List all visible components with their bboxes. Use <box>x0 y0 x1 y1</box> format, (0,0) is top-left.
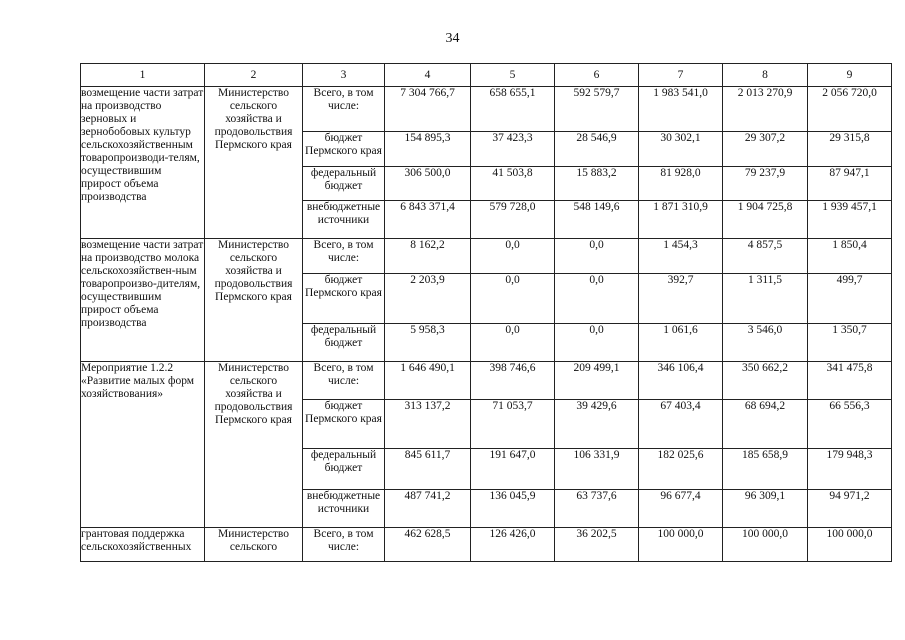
funding-source: внебюджетные источники <box>303 201 385 239</box>
value-cell: 0,0 <box>471 239 555 274</box>
col-header-3: 3 <box>303 64 385 87</box>
executor: Министерство сельского <box>205 528 303 562</box>
value-cell: 36 202,5 <box>555 528 639 562</box>
value-cell: 96 677,4 <box>639 490 723 528</box>
value-cell: 4 857,5 <box>723 239 808 274</box>
value-cell: 398 746,6 <box>471 362 555 400</box>
value-cell: 67 403,4 <box>639 400 723 449</box>
value-cell: 1 646 490,1 <box>385 362 471 400</box>
funding-source: Всего, в том числе: <box>303 528 385 562</box>
value-cell: 487 741,2 <box>385 490 471 528</box>
value-cell: 94 971,2 <box>808 490 892 528</box>
funding-source: бюджет Пермского края <box>303 400 385 449</box>
value-cell: 39 429,6 <box>555 400 639 449</box>
funding-source: Всего, в том числе: <box>303 362 385 400</box>
value-cell: 346 106,4 <box>639 362 723 400</box>
value-cell: 7 304 766,7 <box>385 87 471 132</box>
funding-source: бюджет Пермского края <box>303 274 385 324</box>
col-header-6: 6 <box>555 64 639 87</box>
value-cell: 658 655,1 <box>471 87 555 132</box>
value-cell: 1 061,6 <box>639 324 723 362</box>
col-header-2: 2 <box>205 64 303 87</box>
value-cell: 30 302,1 <box>639 132 723 167</box>
value-cell: 71 053,7 <box>471 400 555 449</box>
value-cell: 100 000,0 <box>808 528 892 562</box>
value-cell: 845 611,7 <box>385 449 471 490</box>
value-cell: 28 546,9 <box>555 132 639 167</box>
value-cell: 191 647,0 <box>471 449 555 490</box>
value-cell: 81 928,0 <box>639 167 723 201</box>
value-cell: 6 843 371,4 <box>385 201 471 239</box>
value-cell: 209 499,1 <box>555 362 639 400</box>
value-cell: 79 237,9 <box>723 167 808 201</box>
value-cell: 185 658,9 <box>723 449 808 490</box>
funding-source: внебюджетные источники <box>303 490 385 528</box>
value-cell: 0,0 <box>555 274 639 324</box>
col-header-5: 5 <box>471 64 555 87</box>
value-cell: 1 311,5 <box>723 274 808 324</box>
value-cell: 0,0 <box>471 274 555 324</box>
value-cell: 37 423,3 <box>471 132 555 167</box>
value-cell: 3 546,0 <box>723 324 808 362</box>
value-cell: 8 162,2 <box>385 239 471 274</box>
value-cell: 63 737,6 <box>555 490 639 528</box>
value-cell: 1 454,3 <box>639 239 723 274</box>
value-cell: 41 503,8 <box>471 167 555 201</box>
funding-source: федеральный бюджет <box>303 167 385 201</box>
col-header-1: 1 <box>81 64 205 87</box>
col-header-9: 9 <box>808 64 892 87</box>
value-cell: 100 000,0 <box>639 528 723 562</box>
value-cell: 592 579,7 <box>555 87 639 132</box>
value-cell: 350 662,2 <box>723 362 808 400</box>
value-cell: 313 137,2 <box>385 400 471 449</box>
value-cell: 1 350,7 <box>808 324 892 362</box>
value-cell: 15 883,2 <box>555 167 639 201</box>
value-cell: 136 045,9 <box>471 490 555 528</box>
value-cell: 179 948,3 <box>808 449 892 490</box>
executor: Министерство сельского хозяйства и продовольствия Пермского края <box>205 239 303 362</box>
header-row <box>81 64 892 87</box>
value-cell: 2 203,9 <box>385 274 471 324</box>
value-cell: 0,0 <box>555 324 639 362</box>
value-cell: 96 309,1 <box>723 490 808 528</box>
value-cell: 1 983 541,0 <box>639 87 723 132</box>
value-cell: 392,7 <box>639 274 723 324</box>
value-cell: 182 025,6 <box>639 449 723 490</box>
funding-source: Всего, в том числе: <box>303 239 385 274</box>
executor: Министерство сельского хозяйства и продовольствия Пермского края <box>205 87 303 239</box>
funding-source: федеральный бюджет <box>303 324 385 362</box>
value-cell: 106 331,9 <box>555 449 639 490</box>
table-row <box>81 528 892 562</box>
measure-name: Мероприятие 1.2.2 «Развитие малых форм хозяйствования» <box>81 362 205 528</box>
col-header-8: 8 <box>723 64 808 87</box>
value-cell: 1 904 725,8 <box>723 201 808 239</box>
value-cell: 2 056 720,0 <box>808 87 892 132</box>
col-header-7: 7 <box>639 64 723 87</box>
table-body <box>81 87 892 562</box>
value-cell: 1 850,4 <box>808 239 892 274</box>
executor: Министерство сельского хозяйства и продовольствия Пермского края <box>205 362 303 528</box>
value-cell: 548 149,6 <box>555 201 639 239</box>
value-cell: 2 013 270,9 <box>723 87 808 132</box>
value-cell: 341 475,8 <box>808 362 892 400</box>
value-cell: 462 628,5 <box>385 528 471 562</box>
funding-source: федеральный бюджет <box>303 449 385 490</box>
page-number: 34 <box>445 31 460 46</box>
value-cell: 126 426,0 <box>471 528 555 562</box>
measure-name: возмещение части затрат на производство зерновых и зернобобовых культур сельскохозяйственным товаропроизводи-телям, осуществившим прирост объема производства <box>81 87 205 239</box>
value-cell: 306 500,0 <box>385 167 471 201</box>
table-row <box>81 239 892 274</box>
col-header-4: 4 <box>385 64 471 87</box>
value-cell: 100 000,0 <box>723 528 808 562</box>
value-cell: 1 939 457,1 <box>808 201 892 239</box>
value-cell: 66 556,3 <box>808 400 892 449</box>
value-cell: 0,0 <box>555 239 639 274</box>
table-row <box>81 362 892 400</box>
value-cell: 1 871 310,9 <box>639 201 723 239</box>
value-cell: 499,7 <box>808 274 892 324</box>
measure-name: грантовая поддержка сельскохозяйственных <box>81 528 205 562</box>
table-row <box>81 87 892 132</box>
value-cell: 29 315,8 <box>808 132 892 167</box>
budget-table <box>80 63 892 562</box>
funding-source: Всего, в том числе: <box>303 87 385 132</box>
funding-source: бюджет Пермского края <box>303 132 385 167</box>
value-cell: 5 958,3 <box>385 324 471 362</box>
value-cell: 87 947,1 <box>808 167 892 201</box>
value-cell: 154 895,3 <box>385 132 471 167</box>
measure-name: возмещение части затрат на производство молока сельскохозяйствен-ным товаропроизво-дителям, осуществившим прирост объема производства <box>81 239 205 362</box>
value-cell: 29 307,2 <box>723 132 808 167</box>
value-cell: 0,0 <box>471 324 555 362</box>
value-cell: 579 728,0 <box>471 201 555 239</box>
value-cell: 68 694,2 <box>723 400 808 449</box>
